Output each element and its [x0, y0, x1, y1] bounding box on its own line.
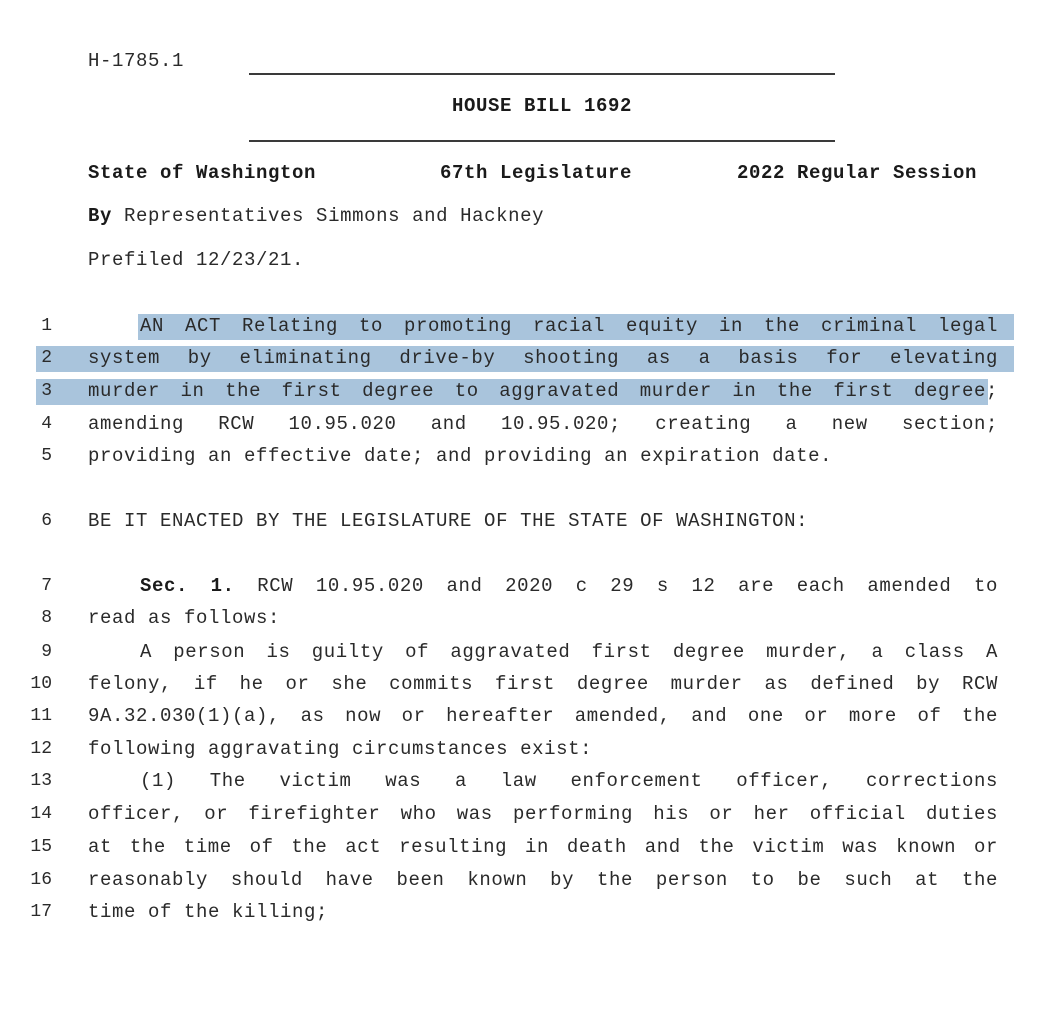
- bill-line: [0, 896, 1037, 928]
- line-text: 9A.32.030(1)(a), as now or hereafter amended, and one or more of the: [88, 705, 998, 727]
- line-number: 17: [30, 902, 52, 922]
- bill-line: [0, 864, 1037, 896]
- title-rule-bottom: [249, 140, 835, 142]
- bill-line: [0, 798, 1037, 830]
- prefiled-date: Prefiled 12/23/21.: [88, 249, 305, 271]
- legislature: 67th Legislature: [440, 162, 633, 184]
- session: 2022 Regular Session: [737, 162, 978, 184]
- bill-line: [0, 440, 1037, 472]
- section-text: RCW 10.95.020 and 2020 c 29 s 12 are each amended to: [257, 575, 998, 597]
- line-text: murder in the first degree to aggravated murder in the first degree;: [88, 380, 998, 402]
- line-number: 10: [30, 674, 52, 694]
- bill-line: [0, 408, 1037, 440]
- line-text: A person is guilty of aggravated first degree murder, a class A: [140, 641, 998, 663]
- line-number: 2: [41, 348, 52, 368]
- line-number: 4: [41, 414, 52, 434]
- line-text: following aggravating circumstances exist:: [88, 738, 593, 760]
- line-number: 9: [41, 642, 52, 662]
- state-name: State of Washington: [88, 162, 317, 184]
- title-rule-top: [249, 73, 835, 75]
- line-text: amending RCW 10.95.020 and 10.95.020; creating a new section;: [88, 413, 998, 435]
- bill-id: H-1785.1: [88, 50, 185, 72]
- bill-line: [0, 570, 1037, 602]
- line-number: 12: [30, 739, 52, 759]
- line-text: BE IT ENACTED BY THE LEGISLATURE OF THE STATE OF WASHINGTON:: [88, 510, 809, 532]
- line-number: 6: [41, 511, 52, 531]
- bill-line: [0, 342, 1037, 374]
- line-text: read as follows:: [88, 607, 281, 629]
- bill-line: [0, 700, 1037, 732]
- bill-line: [0, 733, 1037, 765]
- line-number: 8: [41, 608, 52, 628]
- line-text: (1) The victim was a law enforcement officer, corrections: [140, 770, 998, 792]
- bill-line: [0, 668, 1037, 700]
- bill-title: HOUSE BILL 1692: [451, 95, 633, 117]
- line-number: 7: [41, 576, 52, 596]
- bill-line: [0, 602, 1037, 634]
- section-label: Sec. 1.: [140, 575, 235, 597]
- sponsors: [88, 205, 544, 227]
- bill-line: [0, 310, 1037, 342]
- line-text: system by eliminating drive-by shooting as a basis for elevating: [88, 347, 998, 369]
- bill-line: [0, 765, 1037, 797]
- line-text: reasonably should have been known by the person to be such at the: [88, 869, 998, 891]
- sponsor-names: Representatives Simmons and Hackney: [124, 205, 545, 227]
- line-text: providing an effective date; and providing an expiration date.: [88, 445, 833, 467]
- line-text: at the time of the act resulting in death and the victim was known or: [88, 836, 998, 858]
- line-text: felony, if he or she commits first degree murder as defined by RCW: [88, 673, 998, 695]
- line-text: [88, 570, 998, 602]
- bill-line: [0, 505, 1037, 537]
- line-number: 11: [30, 706, 52, 726]
- bill-line: [0, 636, 1037, 668]
- line-text: officer, or firefighter who was performing his or her official duties: [88, 803, 998, 825]
- line-number: 13: [30, 771, 52, 791]
- line-number: 14: [30, 804, 52, 824]
- line-number: 5: [41, 446, 52, 466]
- bill-line: [0, 831, 1037, 863]
- line-number: 15: [30, 837, 52, 857]
- line-text: AN ACT Relating to promoting racial equity in the criminal legal: [140, 315, 998, 337]
- by-label: By: [88, 205, 113, 227]
- line-number: 1: [41, 316, 52, 336]
- line-number: 3: [41, 381, 52, 401]
- line-number: 16: [30, 870, 52, 890]
- bill-line: [0, 375, 1037, 407]
- line-text: time of the killing;: [88, 901, 329, 923]
